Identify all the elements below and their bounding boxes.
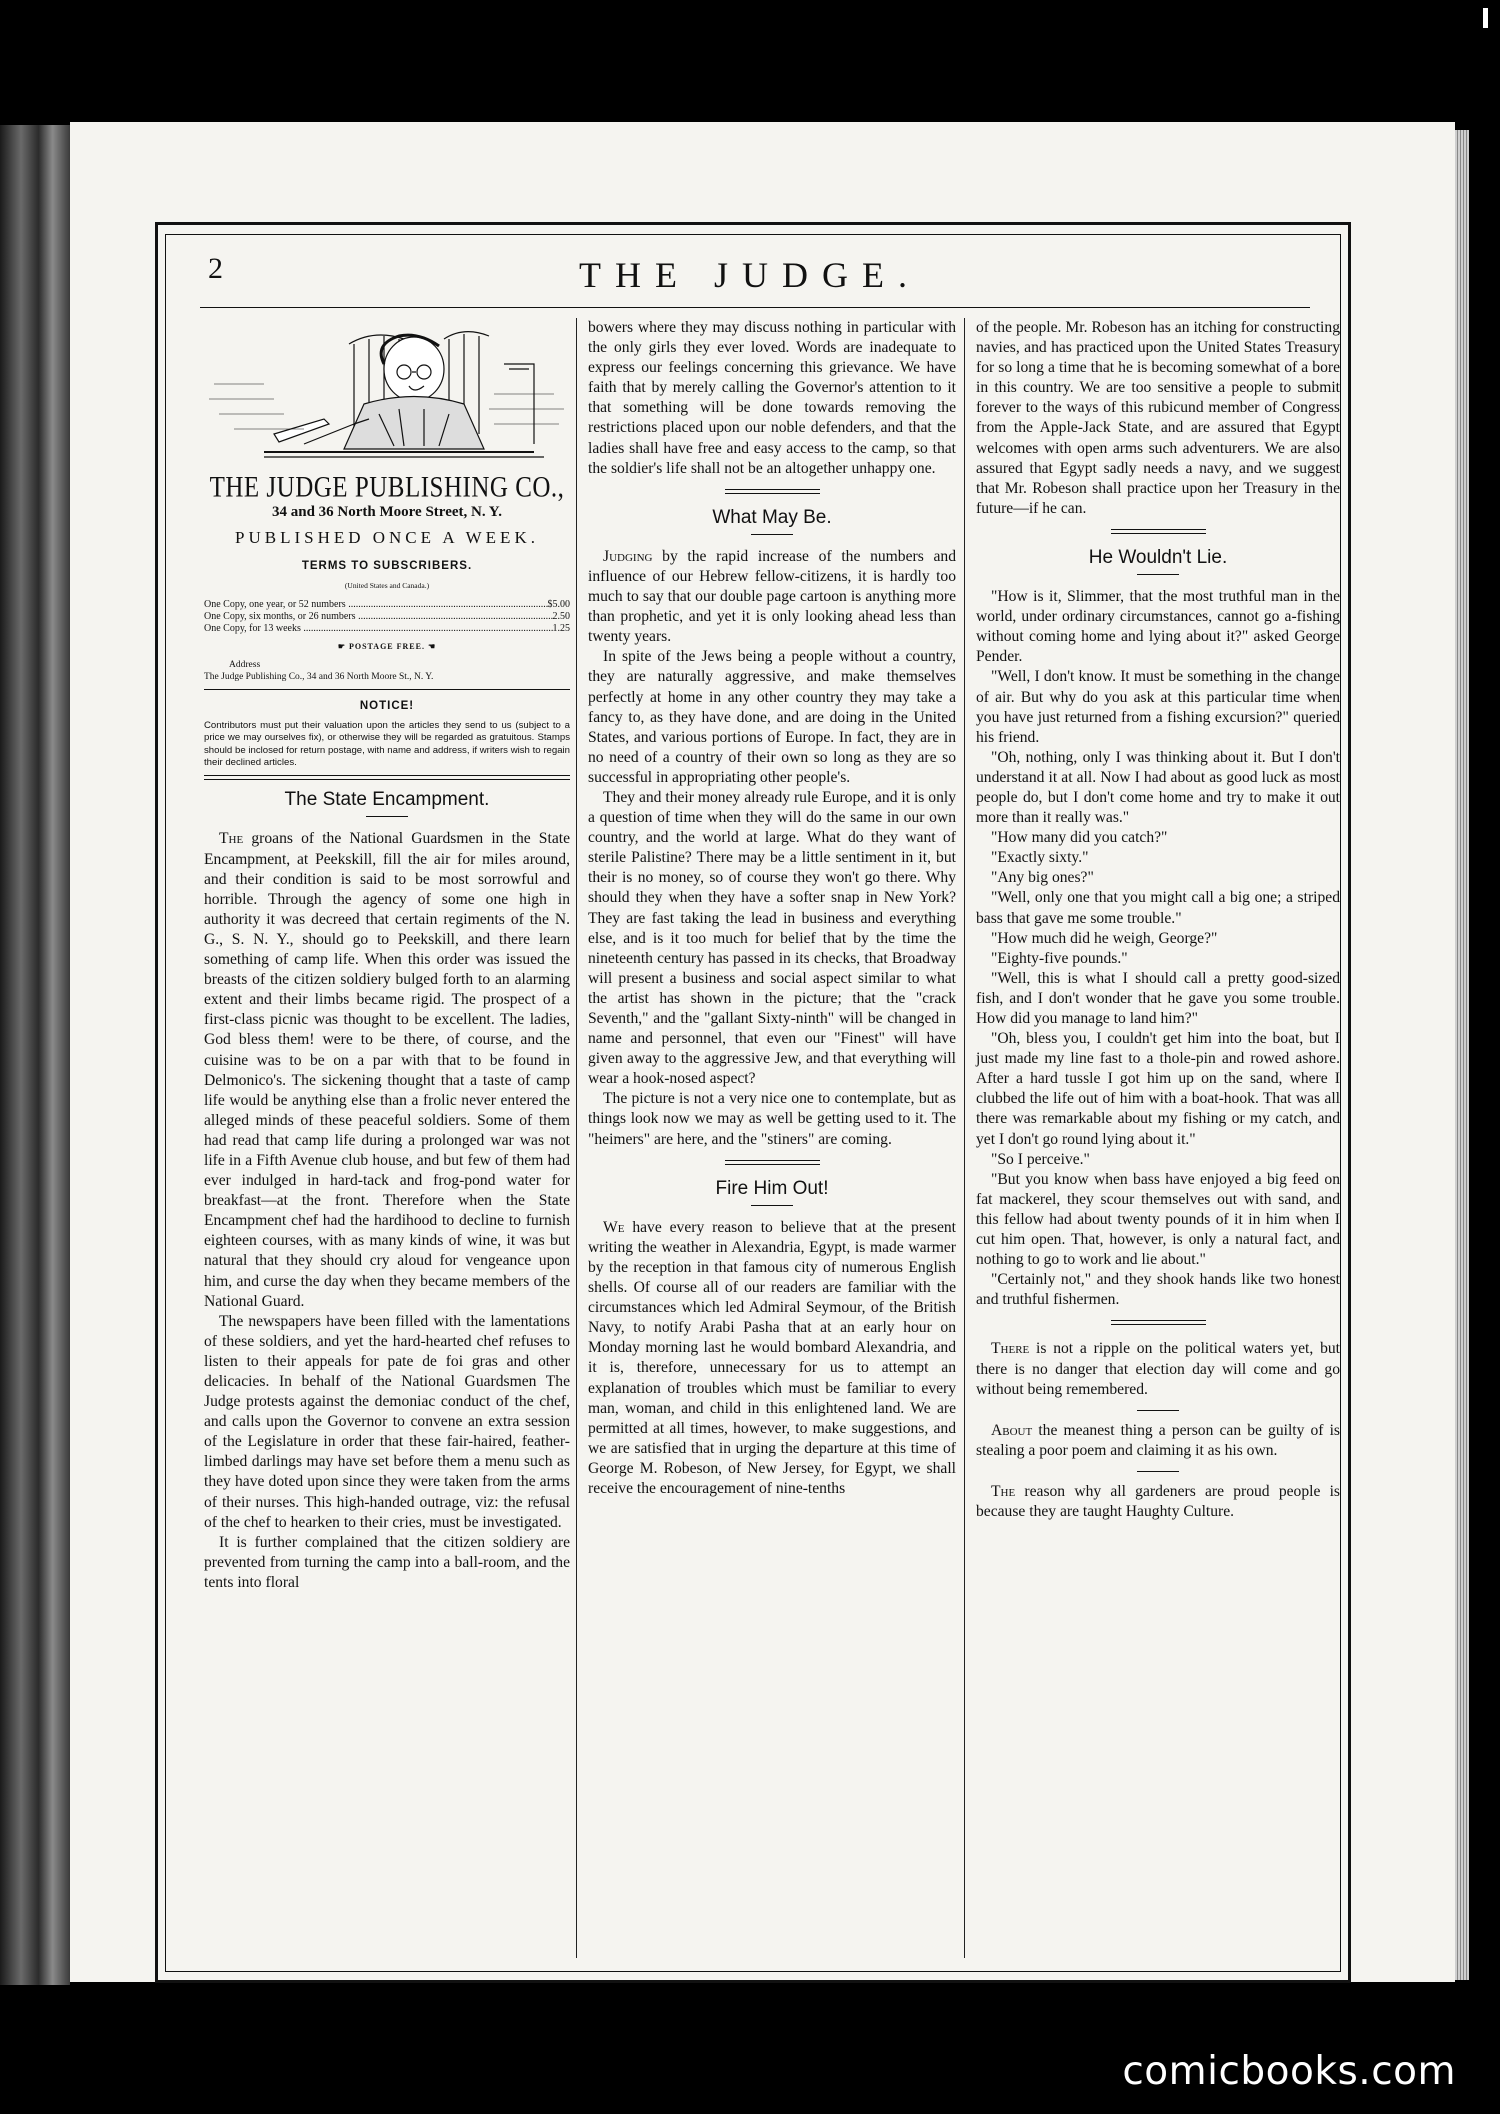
article-title: He Wouldn't Lie.	[1088, 546, 1228, 568]
section-divider	[725, 489, 820, 494]
article-paragraph: "How is it, Slimmer, that the most truthful man in the world, under ordinary circumstances, cannot go a-fishing without coming home and lying about it?" asked George Pender.	[976, 588, 1340, 666]
editor-illustration	[204, 324, 570, 464]
article-paragraph: "Any big ones?"	[991, 869, 1094, 887]
article-paragraph: "Exactly sixty."	[991, 849, 1089, 867]
address-block: Address The Judge Publishing Co., 34 and 36 North Moore St., N. Y.	[204, 659, 434, 682]
article-title: The State Encampment.	[284, 789, 490, 811]
watermark: comicbooks.com	[1122, 2049, 1456, 2094]
terms-subtitle: (United States and Canada.)	[344, 581, 430, 591]
article-paragraph: "Well, I don't know. It must be something in the change of air. But why do you ask at this particular time when you have just returned from a fishing excursion?" queried his friend.	[976, 668, 1340, 746]
rate-row: One Copy, one year, or 52 numbers ..... $5.00	[204, 599, 570, 611]
title-rule	[366, 816, 408, 817]
article-paragraph: "Eighty-five pounds."	[991, 949, 1128, 967]
article-paragraph: The newspapers have been filled with the lamentations of these soldiers, and yet the hard-hearted chef refuses to listen to their appeals for pate de foi gras and other delicacies. In behalf of the National Guardsmen The Judge protests against the demoniac conduct of the chef, and calls upon the Governor to convene an extra session of the Legislature in order that these fair-haired, feather-limbed darlings may have set before them a menu such as they have doted upon since they were taken from the arms of their nurses. This high-handed outrage, viz: the refusal of the chef to hearken to their cries, must be investigated.	[204, 1312, 570, 1531]
column-3	[976, 318, 1340, 1522]
article-paragraph: About the meanest thing a person can be guilty of is stealing a poor poem and claiming it as his own.	[976, 1421, 1340, 1459]
section-divider	[725, 1160, 820, 1165]
page-number: 2	[208, 252, 223, 285]
article-paragraph: "But you know when bass have enjoyed a big feed on fat mackerel, they scour themselves out with sand, and this fellow had about twenty pounds of it in him when I cut him open. That, however, is only a natural fact, and nothing to go to work and lie about."	[976, 1170, 1340, 1269]
publisher-address: 34 and 36 North Moore Street, N. Y.	[272, 504, 502, 521]
article-paragraph: The picture is not a very nice one to contemplate, but as things look now we may as well be getting used to it. The "heimers" are here, and the "stiners" are coming.	[588, 1090, 956, 1148]
divider	[204, 689, 570, 690]
article-paragraph: We have every reason to believe that at the present writing the weather in Alexandria, Egypt, is made warmer by the reception in that famous city of numerous English shells. Of course all of our readers are familiar with the circumstances which led Admiral Seymour, of the British Navy, to notify Arabi Pasha that at an early hour on Monday morning last he would bombard Alexandria, and it is, therefore, unnecessary for us to attempt an explanation of troubles which must be familiar to every man, woman, and child in this enlightened land. We are permitted at all times, however, to make suggestions, and we are satisfied that in urging the departure at this time of George M. Robeson, of New Jersey, for Egypt, we shall receive the encouragement of nine-tenths	[588, 1218, 956, 1497]
article-paragraph: bowers where they may discuss nothing in particular with the only girls they ever loved. Words are inadequate to express our feelings concerning this grievance. We have faith that by merely calling the Governor's attention to it that something will be done towards removing the restrictions placed upon our noble defenders, and that the ladies shall have free and easy access to the camp, so that the soldier's life shall not be an altogether unhappy one.	[588, 319, 956, 477]
article-paragraph: The reason why all gardeners are proud people is because they are taught Haughty Culture.	[976, 1482, 1340, 1520]
terms-title: TERMS TO SUBSCRIBERS.	[301, 560, 473, 573]
article-paragraph: "Oh, nothing, only I was thinking about it. But I don't understand it at all. Now I had about as good luck as most people do, but I don't come home and try to make it out more than it really was."	[976, 748, 1340, 827]
article-paragraph: It is further complained that the citizen soldiery are prevented from turning the camp into a ball-room, and the tents into floral	[204, 1533, 570, 1591]
book-spine	[0, 125, 70, 1985]
article-paragraph: of the people. Mr. Robeson has an itching for constructing navies, and has practiced upon the United States Treasury for so long a time that he is becoming somewhat of a bore in this country. We are too sensitive a people to submit forever to the ways of this rubicund member of Congress from the Apple-Jack State, and are assured that Egypt welcomes with open arms such adventurers. We are also assured that Egypt sadly needs a navy, and we suggest that Mr. Robeson shall practice upon her Treasury in the future—if he can.	[976, 319, 1340, 517]
title-rule	[751, 534, 793, 535]
column-rule	[576, 318, 577, 1958]
publication-frequency: PUBLISHED ONCE A WEEK.	[235, 528, 539, 548]
masthead-title: THE JUDGE.	[579, 255, 921, 295]
article-paragraph: "Certainly not," and they shook hands like two honest and truthful fishermen.	[976, 1271, 1340, 1309]
paragraph-rule	[1137, 1410, 1179, 1411]
article-paragraph: "Oh, bless you, I couldn't get him into the boat, but I just made my line fast to a thole-pin and rowed ashore. After a hard tussle I got him up on the sand, where I clubbed the life out of him with a boat-hook. That was all there was remarkable about my fishing or my catch, and yet I don't go round lying about it."	[976, 1030, 1340, 1148]
column-rule	[964, 318, 965, 1958]
rate-row: One Copy, for 13 weeks ..... 1.25	[204, 623, 570, 635]
corner-mark	[1483, 8, 1488, 28]
article-paragraph: There is not a ripple on the political waters yet, but there is no danger that election day will come and go without being remembered.	[976, 1340, 1340, 1398]
article-paragraph: "Well, only one that you might call a big one; a striped bass that gave me some trouble."	[976, 889, 1340, 927]
article-paragraph: The groans of the National Guardsmen in the State Encampment, at Peekskill, fill the air for miles around, and their condition is said to be most sorrowful and horrible. Through the agency of some one high in authority it was decreed that certain regiments of the N. G., S. N. Y., should go to Peekskill, and there learn something of camp life. When this order was issued the breasts of the citizen soldiery bulged forth to an alarming extent and their limbs became rigid. The prospect of a first-class picnic was thought to be excellent. The ladies, God bless them! were to be there, of course, and the cuisine was to be on a par with that to be found in Delmonico's. The sickening thought that a taste of camp life would be anything else than a frolic never entered the alleged minds of these peaceful soldiers. Some of them had read that camp life during a prolonged war was not life in a Fifth Avenue club house, and but few of them had ever indulged in hard-tack and frog-pond water for breakfast—at the front. Therefore when the State Encampment chef had the hardihood to decline to furnish eighteen courses, with as many kinds of wine, it was but natural that they should cry aloud for vengeance upon him, and curse the day when they became members of the National Guard.	[204, 830, 570, 1310]
article-paragraph: "Well, this is what I should call a pretty good-sized fish, and I don't wonder that he gave you some trouble. How did you manage to land him?"	[976, 969, 1340, 1027]
column-2	[588, 318, 956, 1499]
article-title: Fire Him Out!	[715, 1177, 829, 1199]
notice-title: NOTICE!	[359, 699, 415, 712]
column-1	[204, 318, 570, 1593]
rates-list	[204, 599, 570, 635]
section-divider	[1111, 1320, 1206, 1325]
section-divider	[1111, 529, 1206, 534]
masthead-rule	[200, 307, 1310, 308]
paragraph-rule	[1137, 1471, 1179, 1472]
publisher-name: THE JUDGE PUBLISHING CO.,	[209, 471, 565, 504]
page-edges	[1455, 130, 1469, 1980]
notice-text: Contributors must put their valuation upon the articles they send to us (subject to a price we may ourselves fix), or otherwise they will be regarded as gratuitous. Stamps should be inclosed for return postage, with name and address, if writers wish to regain their declined articles.	[204, 719, 570, 768]
divider	[204, 779, 570, 780]
postage-note: ☛ POSTAGE FREE. ☚	[337, 641, 437, 651]
article-paragraph: In spite of the Jews being a people without a country, they are naturally aggressive, and make themselves perfectly at home in any other country they may take a fancy to, as they have done, and are doing in the United States, and various portions of Europe. In fact, they are in no need of a country of their own so long as they are so successful in appropriating other people's.	[588, 648, 956, 786]
divider	[204, 775, 570, 776]
article-paragraph: Judging by the rapid increase of the numbers and influence of our Hebrew fellow-citizens, it is hardly too much to say that our double page cartoon is anything more than prophetic, and yet it is only looking ahead less than twenty years.	[588, 547, 956, 646]
title-rule	[751, 1205, 793, 1206]
article-paragraph: "How many did you catch?"	[991, 829, 1168, 847]
article-title: What May Be.	[712, 506, 832, 528]
title-rule	[1137, 574, 1179, 575]
article-paragraph: "So I perceive."	[991, 1150, 1090, 1168]
article-paragraph: They and their money already rule Europe, and it is only a question of time when they will do the same in our own country, and the world at large. What do they want of sterile Palistine? There may be a little sentiment in it, but their is no money, so of course they won't go there. Why should they when they have a softer snap in New York? They are fast taking the lead in business and everything else, and is it too much for belief that by the time the nineteenth century has passed in its checks, that Broadway will present a business and social aspect similar to what the artist has shown in the picture; that the "crack Seventh," and the "gallant Sixty-ninth" will be changed in name and personnel, that even our "Finest" will have given away to the aggressive Jew, and that everything will wear a hook-nosed aspect?	[588, 788, 956, 1088]
article-paragraph: "How much did he weigh, George?"	[991, 929, 1218, 947]
rate-row: One Copy, six months, or 26 numbers ..... 2.50	[204, 611, 570, 623]
